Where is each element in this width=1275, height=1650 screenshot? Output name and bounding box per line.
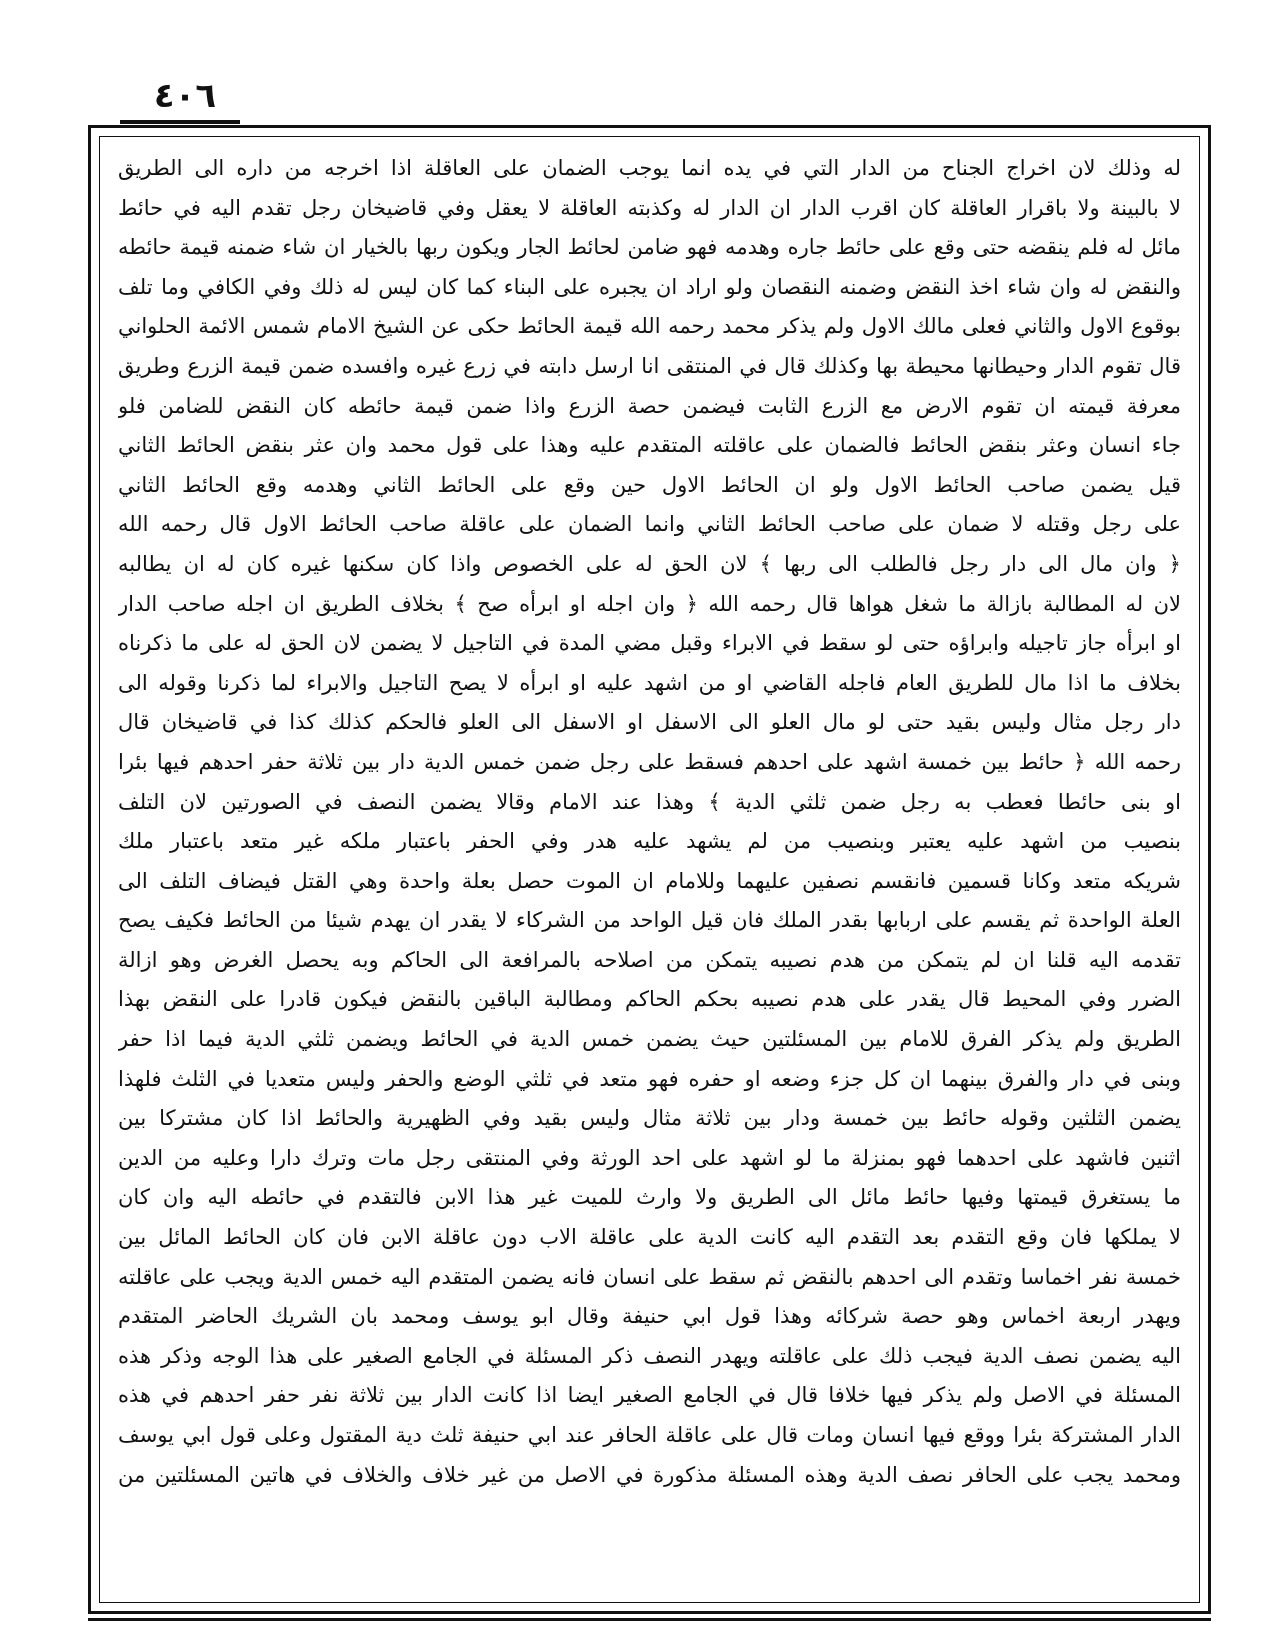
- text-line: قال تقوم الدار وحيطانها محيطة بها وكذلك قال في المنتقى انا ارسل دابته في زرع غيره وافسده ضمن قيمة الزرع وطريق: [118, 353, 1181, 378]
- text-line: لا بالبينة ولا باقرار العاقلة كان اقرب الدار ان الدار له وكذبته العاقلة لا يعقل وفي قاضيخان رجل تقدم اليه في حائط: [118, 195, 1181, 220]
- text-line: ومحمد يجب على الحافر نصف الدية وهذه المسئلة مذكورة في الاصل من غير خلاف والخلاف في هاتين المسئلتين من: [118, 1462, 1181, 1487]
- text-line: وبنى في دار والفرق بينهما ان كل جزء وضعه او حفره فهو متعد في ثلثي الوضع والحفر وليس متعديا في الثلث فلهذا: [118, 1066, 1181, 1091]
- text-line: ما يستغرق قيمتها وفيها حائط مائل الى الطريق ولا وارث للميت غير هذا الابن فالتقدم في حائطه اليه وان كان: [118, 1185, 1181, 1210]
- page-frame-inner: [99, 136, 1200, 1603]
- page-frame: [88, 125, 1211, 1614]
- text-line: المسئلة في الاصل ولم يذكر فيها خلافا قال في الجامع الصغير ايضا اذا كانت الدار بين ثلاثة نفر حفر احدهم في هذه: [118, 1383, 1181, 1408]
- text-body: [118, 149, 1181, 1495]
- text-line: قيل يضمن صاحب الحائط الاول ولو ان الحائط الاول حين وقع على الحائط الثاني وهدمه وقع الحائط الثاني: [118, 472, 1181, 497]
- text-line: او بنى حائطا فعطب به رجل ضمن ثلثي الدية ﴾ وهذا عند الامام وقالا يضمن النصف في الصورتين لان التلف: [118, 789, 1181, 814]
- text-line: بوقوع الاول والثاني فعلى مالك الاول ولم يذكر محمد رحمه الله قيمة الحائط حكى عن الشيخ الامام شمس الائمة الحلواني: [118, 314, 1181, 339]
- page-number-underline: [120, 120, 240, 124]
- text-line: اثنين فاشهد على احدهما فهو بمنزلة ما لو اشهد على احد الورثة وفي المنتقى رجل مات وترك دارا وعليه من الدين: [118, 1145, 1181, 1170]
- text-line: جاء انسان وعثر بنقض الحائط فالضمان على عاقلته المتقدم عليه وهذا على قول محمد وان عثر بنقض الحائط الثاني: [118, 433, 1181, 458]
- text-line: والنقض له وان شاء اخذ النقض وضمنه النقصان ولو اراد ان يجبره على البناء كما كان ليس له ذلك وفي الكافي وما تلف: [118, 274, 1181, 299]
- text-line: تقدمه اليه قلنا ان لم يتمكن من هدم نصيبه يتمكن من اصلاحه بالمرافعة الى الحاكم وبه يحصل الغرض وهو ازالة: [118, 947, 1181, 972]
- text-line: لان له المطالبة بازالة ما شغل هواها قال رحمه الله ﴿ وان اجله او ابرأه صح ﴾ بخلاف الطريق ان اجله صاحب الدار: [118, 591, 1181, 616]
- text-line: ويهدر اربعة اخماس وهو حصة شركائه وهذا قول ابي حنيفة وقال ابو يوسف ومحمد بان الشريك الحاضر المتقدم: [118, 1304, 1181, 1329]
- text-line: الدار المشتركة بئرا ووقع فيها انسان ومات قال على عاقلة الحافر عند ابي حنيفة ثلث دية المقتول وعلى قول ابي يوسف: [118, 1423, 1181, 1447]
- text-line: خمسة نفر اخماسا وتقدم الى احدهم بالنقض ثم سقط على انسان فانه يضمن المتقدم اليه خمس الدية ويجب على عاقلته: [118, 1264, 1181, 1289]
- text-line: بنصيب من اشهد عليه يعتبر وبنصيب من لم يشهد عليه هدر وفي الحفر باعتبار ملكه غير متعد باعتبار ملك: [118, 829, 1181, 854]
- text-line: الطريق ولم يذكر الفرق للامام بين المسئلتين حيث يضمن خمس الدية في الحائط ويضمن ثلثي الدية فيما اذا حفر: [118, 1027, 1181, 1052]
- text-line: دار رجل مثال وليس بقيد حتى لو مال العلو الى الاسفل او الاسفل الى العلو فالحكم كذلك كذا في قاضيخان قال: [118, 710, 1181, 735]
- text-line: اليه يضمن نصف الدية فيجب ذلك على عاقلته ويهدر النصف ذكر المسئلة في الجامع الصغير على هذا الوجه وذكر هذه: [118, 1343, 1181, 1368]
- text-line: لا يملكها فان وقع التقدم بعد التقدم اليه كانت الدية على عاقلة الاب دون عاقلة الابن فان كان الحائط المائل بين: [118, 1225, 1181, 1250]
- text-line: ﴿ وان مال الى دار رجل فالطلب الى ربها ﴾ لان الحق له على الخصوص واذا كان سكنها غيره كان له ان يطالبه: [118, 551, 1181, 576]
- page-number: ٤٠٦: [153, 76, 217, 116]
- text-line: على رجل وقتله لا ضمان على صاحب الحائط الثاني وانما الضمان على عاقلة صاحب الحائط الاول قال رحمه الله: [118, 512, 1181, 537]
- text-line: مائل له فلم ينقضه حتى وقع على حائط جاره وهدمه فهو ضامن لحائط الجار ويكون ربها بالخيار ان شاء ضمنه قيمة حائطه: [118, 235, 1181, 260]
- text-line: الضرر وفي المحيط قال يقدر على هدم نصيبه بحكم الحاكم ومطالبة الباقين بالنقض فيكون قادرا على النقض بهذا: [118, 987, 1181, 1012]
- bottom-rule: [88, 1618, 1211, 1621]
- text-line: يضمن الثلثين وقوله حائط بين خمسة ودار بين ثلاثة مثال وليس بقيد وفي الظهيرية والحائط اذا كان مشتركا بين: [118, 1106, 1181, 1131]
- text-line: له وذلك لان اخراج الجناح من الدار التي في يده انما يوجب الضمان على العاقلة اذا اخرجه من داره الى الطريق: [118, 156, 1181, 180]
- text-line: العلة الواحدة ثم يقسم على اربابها بقدر الملك فان قيل الواحد من الشركاء لا يقدر ان يهدم شيئا من الحائط فكيف يصح: [118, 908, 1181, 933]
- text-line: بخلاف ما اذا مال للطريق العام فاجله القاضي او من اشهد عليه او ابرأه لا يصح التاجيل والابراء لما ذكرنا وقوله الى: [118, 670, 1181, 695]
- text-line: رحمه الله ﴿ حائط بين خمسة اشهد على احدهم فسقط على رجل ضمن خمس الدية دار بين ثلاثة حفر احدهم فيها بئرا: [118, 749, 1181, 774]
- text-line: معرفة قيمته ان تقوم الارض مع الزرع الثابت فيضمن حصة الزرع واذا ضمن قيمة حائطه كان النقض للضامن فلو: [118, 393, 1181, 418]
- text-line: او ابرأه جاز تاجيله وابراؤه حتى لو سقط في الابراء وقبل مضي المدة في التاجيل لا يضمن لان الحق له على ما ذكرناه: [118, 631, 1181, 656]
- text-line: شريكه متعد وكانا قسمين فانقسم نصفين عليهما وللامام ان الموت حصل بعلة واحدة وهي القتل فيضاف التلف الى: [118, 868, 1181, 893]
